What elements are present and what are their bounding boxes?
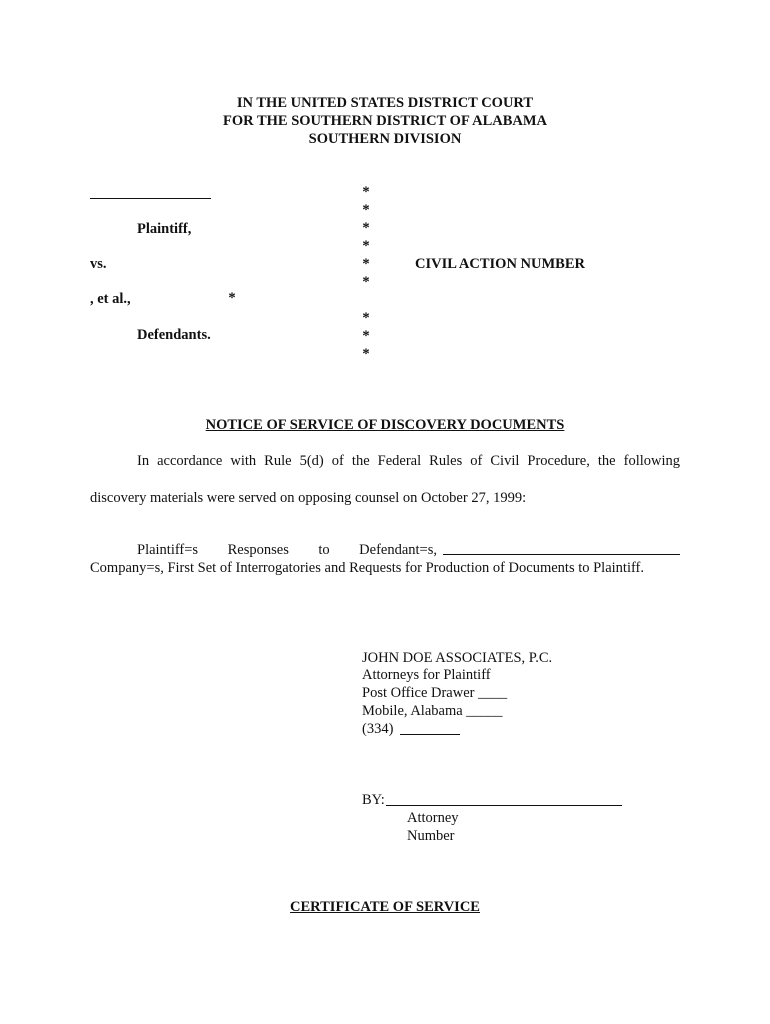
- court-heading-line-1: IN THE UNITED STATES DISTRICT COURT: [236, 95, 534, 111]
- caption-star: *: [362, 328, 370, 344]
- city-line: Mobile, Alabama _____: [362, 703, 503, 719]
- court-heading-line-3: SOUTHERN DIVISION: [308, 131, 462, 147]
- notice-title: NOTICE OF SERVICE OF DISCOVERY DOCUMENTS: [205, 417, 565, 433]
- caption-star: *: [362, 238, 370, 254]
- caption-star: *: [362, 220, 370, 236]
- attorney-label: Attorney: [407, 810, 459, 826]
- et-al-label: , et al.,: [90, 291, 131, 307]
- paragraph-word: Plaintiff=s: [137, 542, 199, 558]
- notice-paragraph-1-line-2: discovery materials were served on opposing counsel on October 27, 1999:: [90, 490, 527, 506]
- paragraph-word: Responses: [227, 542, 289, 558]
- phone-area-code: (334): [362, 721, 394, 737]
- signature-blank: [386, 805, 622, 806]
- phone-line: [362, 720, 393, 738]
- court-heading-line-2: FOR THE SOUTHERN DISTRICT OF ALABAMA: [222, 113, 548, 129]
- caption-star: *: [362, 256, 370, 272]
- caption-star: *: [362, 346, 370, 362]
- civil-action-number-label: CIVIL ACTION NUMBER: [415, 256, 585, 272]
- notice-paragraph-1-line-1: In accordance with Rule 5(d) of the Federal Rules of Civil Procedure, the following: [137, 453, 680, 469]
- defendants-label: Defendants.: [137, 327, 211, 343]
- firm-role: Attorneys for Plaintiff: [362, 667, 491, 683]
- phone-number-blank: [400, 734, 460, 735]
- caption-star: *: [362, 310, 370, 326]
- plaintiff-label: Plaintiff,: [137, 221, 192, 237]
- paragraph-word: Defendant=s,: [359, 542, 437, 558]
- vs-label: vs.: [90, 256, 107, 272]
- post-office-line: Post Office Drawer ____: [362, 685, 508, 701]
- caption-star-et-al: *: [228, 290, 236, 306]
- caption-star: *: [362, 274, 370, 290]
- defendant-name-blank: [443, 554, 680, 555]
- plaintiff-name-blank: [90, 198, 211, 199]
- firm-name: JOHN DOE ASSOCIATES, P.C.: [362, 650, 553, 666]
- notice-paragraph-2-line-1: [137, 541, 437, 559]
- caption-star: *: [362, 184, 370, 200]
- number-label: Number: [407, 828, 455, 844]
- certificate-title: CERTIFICATE OF SERVICE: [290, 899, 480, 915]
- caption-star: *: [362, 202, 370, 218]
- notice-paragraph-2-line-2: Company=s, First Set of Interrogatories and Requests for Production of Documents to Plaintiff.: [90, 560, 645, 576]
- by-label: BY:: [362, 792, 385, 808]
- paragraph-word: to: [318, 542, 330, 558]
